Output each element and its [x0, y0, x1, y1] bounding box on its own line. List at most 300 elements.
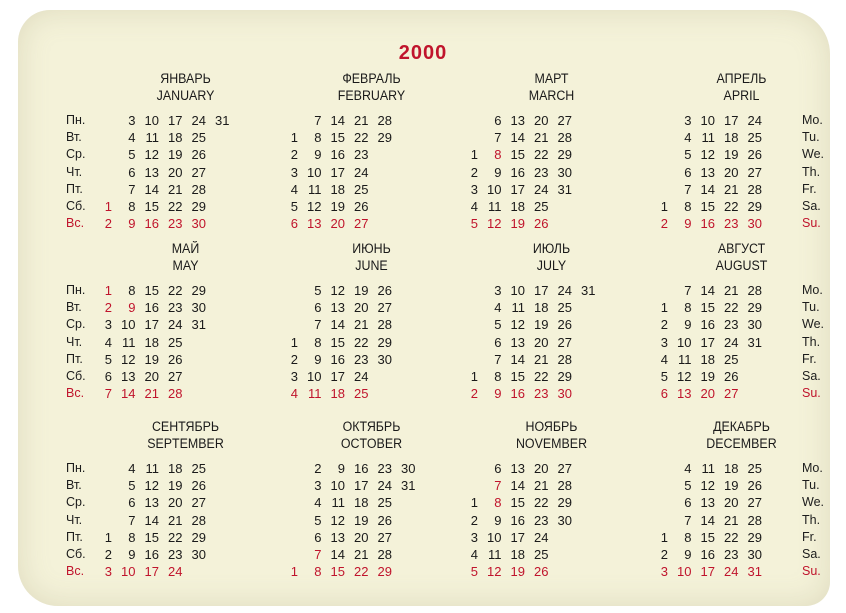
day-cell: 15	[144, 283, 159, 298]
day-cell: 16	[510, 512, 525, 528]
day-cell: 26	[747, 147, 762, 163]
day-cell: 20	[534, 461, 549, 476]
day-cell: 6	[684, 495, 692, 511]
day-cell: 6	[660, 386, 668, 402]
day-cell: 30	[191, 300, 206, 316]
day-cell: 9	[684, 547, 692, 562]
day-cell: 20	[700, 386, 715, 402]
month-block-july	[470, 240, 633, 402]
day-cell: 5	[290, 199, 298, 214]
day-label-en: Th.	[802, 512, 821, 527]
day-cell: 13	[121, 369, 136, 384]
day-cell: 14	[700, 181, 715, 197]
day-cell: 10	[144, 113, 159, 128]
day-cell: 24	[377, 478, 392, 494]
month-name-ru: ЯНВАРЬ	[160, 71, 211, 86]
day-cell: 25	[191, 130, 206, 146]
day-cell: 21	[534, 351, 549, 367]
day-cell: 1	[290, 564, 298, 580]
day-cell: 15	[144, 199, 159, 214]
day-cell: 15	[700, 199, 715, 214]
day-cell: 31	[557, 181, 572, 197]
day-cell: 22	[354, 130, 369, 146]
day-cell: 24	[168, 317, 183, 333]
day-cell: 26	[191, 478, 206, 494]
day-cell: 6	[104, 369, 112, 384]
month-block-october	[290, 418, 453, 580]
day-cell: 18	[510, 199, 525, 214]
day-cell: 21	[168, 512, 183, 528]
day-label-en: Sa.	[802, 369, 821, 383]
day-label-ru: Сб.	[66, 369, 86, 383]
day-cell: 8	[494, 495, 502, 511]
day-cell: 16	[510, 386, 525, 402]
day-cell: 24	[724, 564, 739, 580]
day-cell: 20	[168, 164, 183, 180]
day-cell: 28	[377, 113, 392, 128]
day-cell: 20	[534, 113, 549, 128]
day-label-ru: Ср.	[66, 317, 86, 332]
month-name-en: JANUARY	[156, 88, 215, 103]
day-cell: 1	[290, 130, 298, 146]
day-label-en: Su.	[802, 216, 821, 231]
day-label-en: Tu.	[802, 478, 820, 493]
day-cell: 5	[128, 147, 136, 163]
day-cell: 21	[534, 478, 549, 494]
day-cell: 9	[494, 512, 502, 528]
day-label-ru: Пн.	[66, 113, 86, 127]
day-label-en: Su.	[802, 386, 821, 401]
month-name-ru: ОКТЯБРЬ	[342, 419, 401, 434]
day-cell: 8	[314, 564, 322, 580]
day-cell: 14	[121, 386, 136, 402]
day-cell: 2	[290, 351, 298, 367]
day-cell: 20	[168, 495, 183, 511]
day-cell: 26	[377, 283, 392, 298]
day-cell: 2	[290, 147, 298, 163]
day-cell: 23	[377, 461, 392, 476]
day-cell: 10	[487, 181, 502, 197]
day-cell: 31	[401, 478, 416, 494]
day-cell: 7	[684, 512, 692, 528]
day-cell: 16	[700, 317, 715, 333]
day-cell: 19	[510, 216, 525, 232]
day-label-ru: Сб.	[66, 547, 86, 561]
day-cell: 8	[684, 529, 692, 545]
day-cell: 21	[724, 512, 739, 528]
day-cell: 25	[747, 461, 762, 476]
day-cell: 22	[354, 564, 369, 580]
day-cell: 13	[700, 164, 715, 180]
day-cell: 9	[128, 300, 136, 316]
day-cell: 13	[330, 529, 345, 545]
day-cell: 8	[494, 369, 502, 384]
day-cell: 26	[747, 478, 762, 494]
day-cell: 11	[308, 181, 322, 197]
day-cell: 26	[557, 317, 572, 333]
month-name-en: MAY	[172, 258, 199, 273]
day-cell: 12	[144, 478, 159, 494]
day-cell: 3	[684, 113, 692, 128]
day-cell: 27	[168, 369, 183, 384]
day-cell: 15	[330, 130, 345, 146]
day-cell: 8	[314, 334, 322, 350]
month-name-ru: СЕНТЯБРЬ	[151, 419, 220, 434]
day-cell: 3	[104, 317, 112, 333]
day-cell: 9	[314, 351, 322, 367]
day-cell: 25	[534, 547, 549, 562]
day-cell: 30	[557, 512, 572, 528]
day-cell: 6	[314, 300, 322, 316]
day-cell: 29	[191, 199, 206, 214]
day-cell: 4	[128, 461, 136, 476]
day-cell: 10	[330, 478, 345, 494]
day-cell: 24	[534, 181, 549, 197]
day-cell: 17	[534, 283, 549, 298]
day-cell: 24	[354, 164, 369, 180]
day-cell: 27	[724, 386, 739, 402]
day-cell: 15	[510, 495, 525, 511]
day-cell: 30	[557, 164, 572, 180]
day-cell: 10	[677, 564, 692, 580]
day-cell: 3	[314, 478, 322, 494]
day-cell: 9	[494, 164, 502, 180]
day-cell: 15	[330, 564, 345, 580]
day-cell: 16	[700, 547, 715, 562]
month-name-en: JULY	[536, 258, 567, 273]
day-cell: 31	[581, 283, 596, 298]
day-cell: 14	[510, 351, 525, 367]
day-cell: 22	[724, 300, 739, 316]
day-cell: 16	[510, 164, 525, 180]
month-name-en: APRIL	[723, 88, 760, 103]
day-cell: 23	[168, 547, 183, 562]
day-cell: 1	[660, 300, 668, 316]
day-cell: 30	[747, 547, 762, 562]
day-cell: 3	[290, 164, 298, 180]
day-cell: 12	[307, 199, 322, 214]
day-cell: 1	[470, 147, 478, 163]
day-cell: 3	[470, 529, 478, 545]
day-cell: 15	[700, 529, 715, 545]
day-cell: 6	[494, 334, 502, 350]
day-cell: 23	[168, 216, 183, 232]
day-cell: 21	[168, 181, 183, 197]
day-cell: 27	[354, 216, 369, 232]
day-cell: 24	[557, 283, 572, 298]
day-cell: 22	[168, 529, 183, 545]
day-cell: 9	[684, 216, 692, 232]
day-cell: 3	[104, 564, 112, 580]
day-cell: 9	[128, 547, 136, 562]
day-cell: 21	[354, 113, 369, 128]
day-cell: 23	[724, 317, 739, 333]
day-cell: 29	[557, 369, 572, 384]
day-cell: 5	[660, 369, 668, 384]
day-cell: 21	[724, 283, 739, 298]
day-label-ru: Пт.	[66, 351, 83, 366]
day-cell: 14	[510, 478, 525, 494]
day-cell: 31	[747, 564, 762, 580]
day-cell: 5	[494, 317, 502, 333]
day-label-ru: Пн.	[66, 461, 86, 475]
day-cell: 27	[377, 300, 392, 316]
day-cell: 1	[660, 529, 668, 545]
day-cell: 7	[104, 386, 112, 402]
day-cell: 6	[494, 113, 502, 128]
day-cell: 18	[534, 300, 549, 316]
day-cell: 4	[470, 547, 478, 562]
day-cell: 6	[128, 164, 136, 180]
day-cell: 11	[122, 334, 136, 350]
day-cell: 18	[354, 495, 369, 511]
day-cell: 9	[684, 317, 692, 333]
day-cell: 5	[128, 478, 136, 494]
day-cell: 10	[510, 283, 525, 298]
day-cell: 17	[724, 113, 739, 128]
day-cell: 5	[470, 216, 478, 232]
day-label-ru: Сб.	[66, 199, 86, 213]
day-cell: 17	[510, 529, 525, 545]
day-cell: 20	[724, 164, 739, 180]
day-cell: 13	[307, 216, 322, 232]
day-cell: 12	[330, 512, 345, 528]
day-cell: 30	[747, 216, 762, 232]
day-label-en: Mo.	[802, 283, 823, 297]
day-cell: 7	[494, 351, 502, 367]
day-cell: 7	[494, 130, 502, 146]
day-cell: 31	[747, 334, 762, 350]
day-label-ru: Вт.	[66, 300, 82, 315]
month-name-en: OCTOBER	[340, 436, 403, 451]
day-cell: 28	[747, 512, 762, 528]
day-cell: 12	[121, 351, 136, 367]
day-cell: 31	[215, 113, 230, 128]
month-name-ru: ДЕКАБРЬ	[713, 419, 770, 434]
day-cell: 3	[470, 181, 478, 197]
day-cell: 28	[377, 317, 392, 333]
day-cell: 31	[191, 317, 206, 333]
day-cell: 12	[677, 369, 692, 384]
day-cell: 16	[330, 147, 345, 163]
month-name-en: FEBRUARY	[337, 88, 406, 103]
day-cell: 8	[128, 199, 136, 214]
day-cell: 4	[290, 386, 298, 402]
day-cell: 25	[557, 300, 572, 316]
day-cell: 15	[700, 300, 715, 316]
day-cell: 23	[724, 216, 739, 232]
day-cell: 29	[377, 564, 392, 580]
day-cell: 29	[747, 529, 762, 545]
month-name-ru: АПРЕЛЬ	[716, 71, 767, 86]
day-cell: 4	[128, 130, 136, 146]
day-cell: 19	[168, 478, 183, 494]
day-cell: 30	[747, 317, 762, 333]
day-cell: 6	[128, 495, 136, 511]
day-cell: 7	[684, 181, 692, 197]
month-block-november	[470, 418, 633, 580]
day-cell: 27	[557, 461, 572, 476]
month-block-january	[104, 70, 267, 232]
day-label-en: Sa.	[802, 199, 821, 213]
day-cell: 3	[290, 369, 298, 384]
day-label-ru: Чт.	[66, 334, 83, 349]
day-cell: 19	[534, 317, 549, 333]
day-cell: 16	[700, 216, 715, 232]
day-cell: 10	[307, 164, 322, 180]
day-cell: 4	[684, 461, 692, 476]
day-label-en: Su.	[802, 564, 821, 579]
day-cell: 24	[534, 529, 549, 545]
day-cell: 12	[144, 147, 159, 163]
month-name-en: NOVEMBER	[515, 436, 588, 451]
day-cell: 20	[354, 529, 369, 545]
day-cell: 28	[557, 130, 572, 146]
day-cell: 13	[330, 300, 345, 316]
day-cell: 2	[660, 547, 668, 562]
day-cell: 29	[557, 147, 572, 163]
day-cell: 2	[470, 164, 478, 180]
day-label-ru: Вт.	[66, 130, 82, 145]
day-cell: 24	[724, 334, 739, 350]
day-cell: 30	[377, 351, 392, 367]
day-cell: 6	[684, 164, 692, 180]
month-block-march	[470, 70, 633, 232]
day-cell: 28	[747, 181, 762, 197]
day-cell: 18	[510, 547, 525, 562]
day-cell: 7	[314, 317, 322, 333]
day-cell: 5	[314, 512, 322, 528]
day-cell: 24	[354, 369, 369, 384]
day-cell: 19	[354, 512, 369, 528]
day-cell: 20	[144, 369, 159, 384]
day-cell: 18	[330, 386, 345, 402]
day-cell: 21	[534, 130, 549, 146]
day-label-en: Fr.	[802, 181, 817, 196]
day-cell: 26	[191, 147, 206, 163]
day-cell: 3	[128, 113, 136, 128]
day-cell: 11	[145, 461, 159, 476]
day-cell: 10	[121, 564, 136, 580]
day-cell: 10	[121, 317, 136, 333]
day-cell: 23	[168, 300, 183, 316]
day-cell: 25	[168, 334, 183, 350]
day-cell: 18	[700, 351, 715, 367]
day-cell: 22	[724, 199, 739, 214]
day-cell: 11	[701, 130, 715, 146]
day-cell: 12	[330, 283, 345, 298]
day-cell: 25	[377, 495, 392, 511]
day-cell: 8	[494, 147, 502, 163]
day-cell: 22	[724, 529, 739, 545]
day-cell: 11	[331, 495, 345, 511]
day-label-en: Fr.	[802, 351, 817, 366]
month-block-september	[104, 418, 267, 580]
day-cell: 1	[660, 199, 668, 214]
day-label-ru: Вс.	[66, 216, 85, 231]
day-cell: 18	[168, 130, 183, 146]
day-cell: 29	[377, 130, 392, 146]
day-cell: 6	[314, 529, 322, 545]
month-name-ru: ИЮНЬ	[352, 241, 391, 256]
day-label-en: Tu.	[802, 300, 820, 315]
day-cell: 11	[511, 300, 525, 316]
day-cell: 6	[290, 216, 298, 232]
day-cell: 14	[700, 512, 715, 528]
day-cell: 26	[534, 564, 549, 580]
day-cell: 8	[314, 130, 322, 146]
day-cell: 27	[377, 529, 392, 545]
day-cell: 13	[677, 386, 692, 402]
day-cell: 11	[308, 386, 322, 402]
day-cell: 7	[128, 181, 136, 197]
day-cell: 2	[104, 300, 112, 316]
day-cell: 28	[377, 547, 392, 562]
day-cell: 18	[724, 461, 739, 476]
day-cell: 12	[487, 216, 502, 232]
day-cell: 24	[168, 564, 183, 580]
day-cell: 12	[487, 564, 502, 580]
day-cell: 14	[144, 181, 159, 197]
day-cell: 9	[128, 216, 136, 232]
day-cell: 1	[470, 495, 478, 511]
day-cell: 19	[144, 351, 159, 367]
day-cell: 26	[724, 369, 739, 384]
day-cell: 20	[330, 216, 345, 232]
day-cell: 11	[701, 461, 715, 476]
day-cell: 28	[557, 351, 572, 367]
month-name-en: JUNE	[355, 258, 388, 273]
day-cell: 27	[191, 164, 206, 180]
day-cell: 22	[168, 199, 183, 214]
month-block-may	[104, 240, 267, 402]
day-cell: 14	[510, 130, 525, 146]
day-label-ru: Вс.	[66, 386, 85, 401]
day-cell: 20	[534, 334, 549, 350]
day-cell: 16	[144, 547, 159, 562]
day-cell: 27	[191, 495, 206, 511]
day-cell: 13	[510, 461, 525, 476]
day-cell: 9	[337, 461, 345, 476]
day-cell: 21	[354, 547, 369, 562]
day-cell: 20	[724, 495, 739, 511]
day-cell: 21	[144, 386, 159, 402]
day-cell: 13	[510, 113, 525, 128]
day-cell: 25	[747, 130, 762, 146]
day-cell: 1	[104, 529, 112, 545]
day-cell: 19	[330, 199, 345, 214]
day-label-en: We.	[802, 317, 824, 332]
month-name-en: DECEMBER	[706, 436, 777, 451]
day-cell: 4	[494, 300, 502, 316]
day-cell: 5	[314, 283, 322, 298]
day-cell: 29	[747, 199, 762, 214]
day-cell: 27	[747, 495, 762, 511]
day-cell: 13	[510, 334, 525, 350]
day-label-en: Mo.	[802, 113, 823, 127]
day-cell: 1	[104, 283, 112, 298]
day-cell: 24	[191, 113, 206, 128]
day-label-ru: Пт.	[66, 529, 83, 544]
day-label-en: Tu.	[802, 130, 820, 145]
month-name-en: SEPTEMBER	[147, 436, 224, 451]
day-cell: 27	[557, 334, 572, 350]
day-cell: 25	[354, 386, 369, 402]
day-cell: 5	[684, 147, 692, 163]
day-cell: 26	[377, 512, 392, 528]
day-cell: 23	[354, 351, 369, 367]
day-label-en: Fr.	[802, 529, 817, 544]
